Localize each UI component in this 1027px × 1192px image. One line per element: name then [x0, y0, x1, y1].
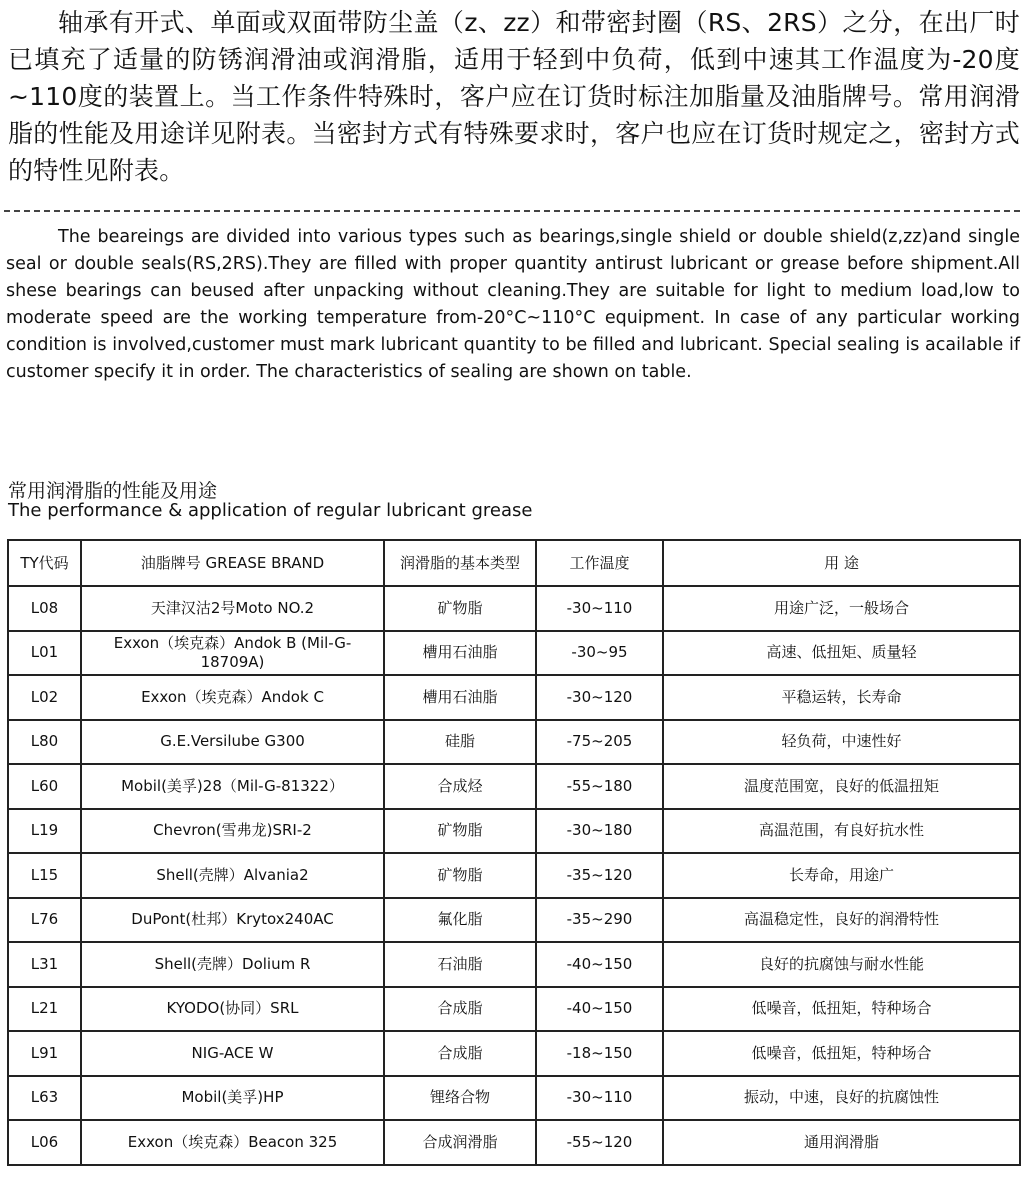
- cell-application: 高速、低扭矩、质量轻: [663, 631, 1020, 676]
- header-brand: 油脂牌号 GREASE BRAND: [81, 540, 384, 586]
- table-row: [8, 586, 1020, 631]
- cell-temperature: -55~180: [536, 764, 663, 809]
- cell-application: 高温稳定性，良好的润滑特性: [663, 898, 1020, 943]
- table-row: [8, 898, 1020, 943]
- table-row: [8, 853, 1020, 898]
- cell-brand: Shell(壳牌）Alvania2: [81, 853, 384, 898]
- cell-code: L31: [8, 942, 81, 987]
- cell-brand: Mobil(美孚)HP: [81, 1076, 384, 1121]
- cell-application: 轻负荷，中速性好: [663, 720, 1020, 765]
- section-title-english: The performance & application of regular lubricant grease: [8, 500, 533, 521]
- cell-application: 低噪音，低扭矩，特种场合: [663, 1031, 1020, 1076]
- table-row: [8, 1031, 1020, 1076]
- cell-code: L91: [8, 1031, 81, 1076]
- cell-brand: Exxon（埃克森）Andok B (Mil-G-18709A): [81, 631, 384, 676]
- cell-temperature: -30~180: [536, 809, 663, 854]
- cell-code: L19: [8, 809, 81, 854]
- cell-type: 矿物脂: [384, 586, 536, 631]
- cell-temperature: -18~150: [536, 1031, 663, 1076]
- cell-temperature: -55~120: [536, 1120, 663, 1165]
- intro-english-paragraph: The beareings are divided into various types such as bearings,single shield or double shield(z,zz)and single seal or double seals(RS,2RS).They are filled with proper quantity antirust lubricant or grease before shipment.All shese bearings can beused after unpacking without cleaning.They are suitable for light to medium load,low to moderate speed are the working temperature from-20°C~110°C equipment. In case of any particular working condition is involved,customer must mark lubricant quantity to be filled and lubricant. Special sealing is acailable if customer specify it in order. The characteristics of sealing are shown on table.: [6, 227, 1020, 382]
- table-row: [8, 987, 1020, 1032]
- cell-brand: Exxon（埃克森）Andok C: [81, 675, 384, 720]
- cell-type: 合成烃: [384, 764, 536, 809]
- cell-application: 振动，中速，良好的抗腐蚀性: [663, 1076, 1020, 1121]
- cell-type: 槽用石油脂: [384, 631, 536, 676]
- cell-temperature: -30~110: [536, 586, 663, 631]
- dashed-divider: [4, 210, 1020, 212]
- cell-temperature: -30~95: [536, 631, 663, 676]
- cell-code: L15: [8, 853, 81, 898]
- cell-type: 矿物脂: [384, 853, 536, 898]
- cell-brand: Shell(壳牌）Dolium R: [81, 942, 384, 987]
- cell-temperature: -35~290: [536, 898, 663, 943]
- table-row: [8, 764, 1020, 809]
- cell-temperature: -75~205: [536, 720, 663, 765]
- cell-application: 温度范围宽，良好的低温扭矩: [663, 764, 1020, 809]
- cell-type: 合成脂: [384, 987, 536, 1032]
- cell-brand: Mobil(美孚)28（Mil-G-81322）: [81, 764, 384, 809]
- cell-type: 槽用石油脂: [384, 675, 536, 720]
- cell-code: L76: [8, 898, 81, 943]
- cell-type: 锂络合物: [384, 1076, 536, 1121]
- table-body: [8, 586, 1020, 1165]
- table-row: [8, 942, 1020, 987]
- cell-type: 合成润滑脂: [384, 1120, 536, 1165]
- cell-type: 氟化脂: [384, 898, 536, 943]
- cell-brand: NIG-ACE W: [81, 1031, 384, 1076]
- cell-application: 通用润滑脂: [663, 1120, 1020, 1165]
- section-title-chinese: 常用润滑脂的性能及用途: [8, 480, 218, 502]
- cell-type: 合成脂: [384, 1031, 536, 1076]
- cell-code: L21: [8, 987, 81, 1032]
- table-row: [8, 1076, 1020, 1121]
- header-application: 用 途: [663, 540, 1020, 586]
- cell-temperature: -40~150: [536, 942, 663, 987]
- cell-brand: Chevron(雪弗龙)SRI-2: [81, 809, 384, 854]
- cell-code: L08: [8, 586, 81, 631]
- cell-application: 平稳运转，长寿命: [663, 675, 1020, 720]
- table-row: [8, 1120, 1020, 1165]
- cell-brand: KYODO(协同）SRL: [81, 987, 384, 1032]
- cell-application: 高温范围，有良好抗水性: [663, 809, 1020, 854]
- table-row: [8, 720, 1020, 765]
- cell-type: 矿物脂: [384, 809, 536, 854]
- cell-code: L02: [8, 675, 81, 720]
- table-row: [8, 809, 1020, 854]
- cell-brand: DuPont(杜邦）Krytox240AC: [81, 898, 384, 943]
- cell-temperature: -35~120: [536, 853, 663, 898]
- cell-code: L63: [8, 1076, 81, 1121]
- cell-type: 硅脂: [384, 720, 536, 765]
- header-temperature: 工作温度: [536, 540, 663, 586]
- cell-application: 用途广泛，一般场合: [663, 586, 1020, 631]
- cell-type: 石油脂: [384, 942, 536, 987]
- cell-temperature: -40~150: [536, 987, 663, 1032]
- cell-code: L80: [8, 720, 81, 765]
- intro-chinese-paragraph: 轴承有开式、单面或双面带防尘盖（z、zz）和带密封圈（RS、2RS）之分，在出厂时已填充了适量的防锈润滑油或润滑脂，适用于轻到中负荷，低到中速其工作温度为-20度~110度的装置上。当工作条件特殊时，客户应在订货时标注加脂量及油脂牌号。常用润滑脂的性能及用途详见附表。当密封方式有特殊要求时，客户也应在订货时规定之，密封方式的特性见附表。: [8, 8, 1020, 185]
- cell-temperature: -30~110: [536, 1076, 663, 1121]
- header-type: 润滑脂的基本类型: [384, 540, 536, 586]
- cell-brand: G.E.Versilube G300: [81, 720, 384, 765]
- table-row: [8, 675, 1020, 720]
- cell-brand: Exxon（埃克森）Beacon 325: [81, 1120, 384, 1165]
- table-header-row: [8, 540, 1020, 586]
- table-row: [8, 631, 1020, 676]
- grease-table: [7, 539, 1021, 1166]
- header-code: TY代码: [8, 540, 81, 586]
- cell-brand: 天津汉沽2号Moto NO.2: [81, 586, 384, 631]
- cell-application: 长寿命，用途广: [663, 853, 1020, 898]
- cell-temperature: -30~120: [536, 675, 663, 720]
- cell-code: L06: [8, 1120, 81, 1165]
- cell-code: L60: [8, 764, 81, 809]
- cell-application: 低噪音，低扭矩，特种场合: [663, 987, 1020, 1032]
- cell-application: 良好的抗腐蚀与耐水性能: [663, 942, 1020, 987]
- cell-code: L01: [8, 631, 81, 676]
